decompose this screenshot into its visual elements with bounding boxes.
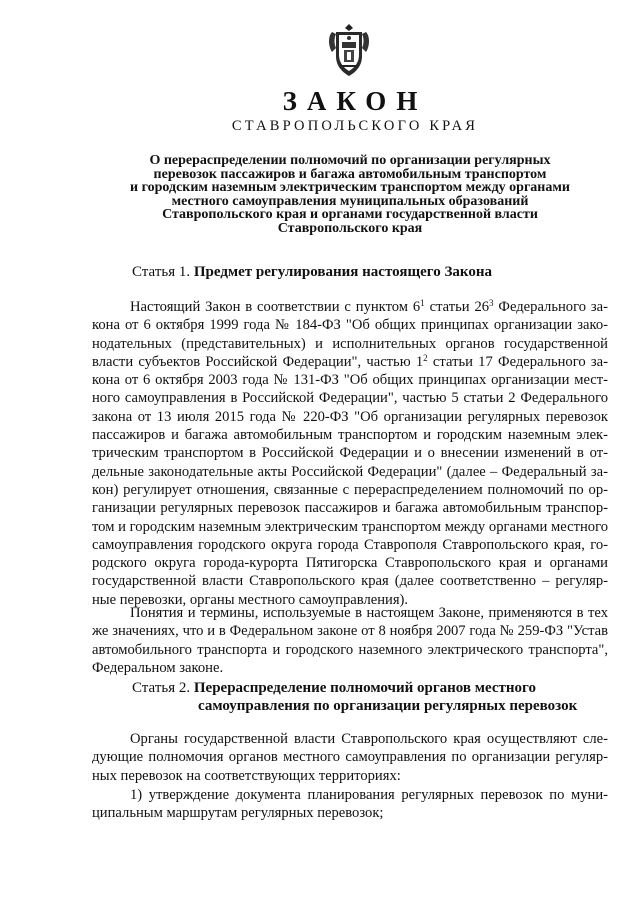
- text-line: кон) регулирует отношения, связанные с перераспределением полномочий по ор-: [92, 481, 608, 498]
- text-line: власти субъектов Российской Федерации", частью $1^2$ статьи 17 Федерального за-: [92, 352, 608, 370]
- text-line: же значениях, что и в Федеральном законе от 8 ноября 2007 года № 259-ФЗ "Устав: [92, 623, 608, 640]
- law-subtitle: СТАВРОПОЛЬСКОГО КРАЯ: [231, 118, 479, 134]
- article-2-item-1: [92, 786, 608, 823]
- text-line: пассажиров и багажа автомобильным транспортом и городским наземным элек-: [92, 427, 608, 444]
- article-1-title: Предмет регулирования настоящего Закона: [193, 264, 492, 280]
- text-line: трическим транспортом в Российской Федерации и о внесении изменений в от-: [92, 445, 608, 462]
- text-line: самоуправления городского округа города Ставрополя Ставропольского края, го-: [92, 536, 608, 553]
- text-line: Понятия и термины, используемые в настоящем Законе, применяются в тех: [130, 605, 608, 621]
- text-line: закона от 13 июля 2015 года № 220-ФЗ "Об организации регулярных перевозок: [92, 408, 608, 425]
- article-2-paragraph-1: [92, 730, 608, 785]
- article-2-heading: [132, 680, 536, 697]
- text-line: ципальным маршрутам регулярных перевозок;: [92, 805, 384, 822]
- article-2-heading-continued: [198, 698, 577, 715]
- text-line: государственной власти Ставропольского края (далее соответственно – регуляр-: [92, 573, 608, 590]
- text-line: автомобильного транспорта и городского наземного электрического транспорта",: [92, 641, 608, 658]
- text-line: том и городским наземным электрическим транспортом между органами местного: [92, 518, 608, 535]
- article-2-title-line-1: Перераспределение полномочий органов местного: [193, 680, 536, 696]
- article-1-heading: [132, 264, 492, 281]
- law-name: [100, 154, 600, 236]
- text-line: дующие полномочия органов местного самоуправления по организации регуляр-: [92, 749, 608, 766]
- article-2-prefix: Статья 2.: [132, 680, 191, 696]
- text-line: Федеральном законе.: [92, 659, 224, 676]
- article-1-paragraph-2: [92, 604, 608, 677]
- coat-of-arms-emblem: [326, 22, 372, 78]
- law-name-line: Ставропольского края и органами государственной власти: [162, 207, 538, 223]
- text-line: родского округа города-курорта Пятигорска Ставропольского края и органами: [92, 555, 608, 572]
- law-name-line: Ставропольского края: [277, 220, 423, 236]
- text-line: 1) утверждение документа планирования регулярных перевозок по муни-: [130, 787, 608, 803]
- law-name-line: местного самоуправления муниципальных образований: [171, 193, 529, 209]
- text-line: дельные законодательные акты Российской Федерации" (далее – Федеральный за-: [92, 463, 608, 480]
- text-line: нодательных (представительных) и исполнительных органов государственной: [92, 335, 608, 352]
- article-1-paragraph-1: [92, 298, 608, 609]
- law-name-line: перевозок пассажиров и багажа автомобильным транспортом: [153, 166, 547, 182]
- text-line: ных перевозок на соответствующих территориях:: [92, 767, 401, 784]
- text-line: Настоящий Закон в соответствии с пунктом $6^1$ статьи $26^3$ Федерального за-: [130, 298, 608, 315]
- article-2-title-line-2: самоуправления по организации регулярных перевозок: [198, 698, 578, 714]
- text-line: кона от 6 октября 1999 года № 184-ФЗ "Об общих принципах организации зако-: [92, 317, 608, 334]
- law-title: ЗАКОН: [282, 86, 428, 116]
- text-line: ного самоуправления в Российской Федерации", частью 5 статьи 2 Федерального: [92, 390, 608, 407]
- text-line: Органы государственной власти Ставропольского края осуществляют сле-: [130, 731, 608, 747]
- law-name-line: и городским наземным электрическим транспортом между органами: [130, 180, 570, 196]
- text-line: кона от 6 октября 2003 года № 131-ФЗ "Об общих принципах организации мест-: [92, 372, 608, 389]
- text-line: ганизации регулярных перевозок пассажиров и багажа автомобильным транспор-: [92, 500, 608, 517]
- law-name-line: О перераспределении полномочий по организации регулярных: [149, 153, 551, 168]
- article-1-prefix: Статья 1.: [132, 264, 191, 280]
- text-line: ные перевозки, органы местного самоуправления).: [92, 591, 409, 608]
